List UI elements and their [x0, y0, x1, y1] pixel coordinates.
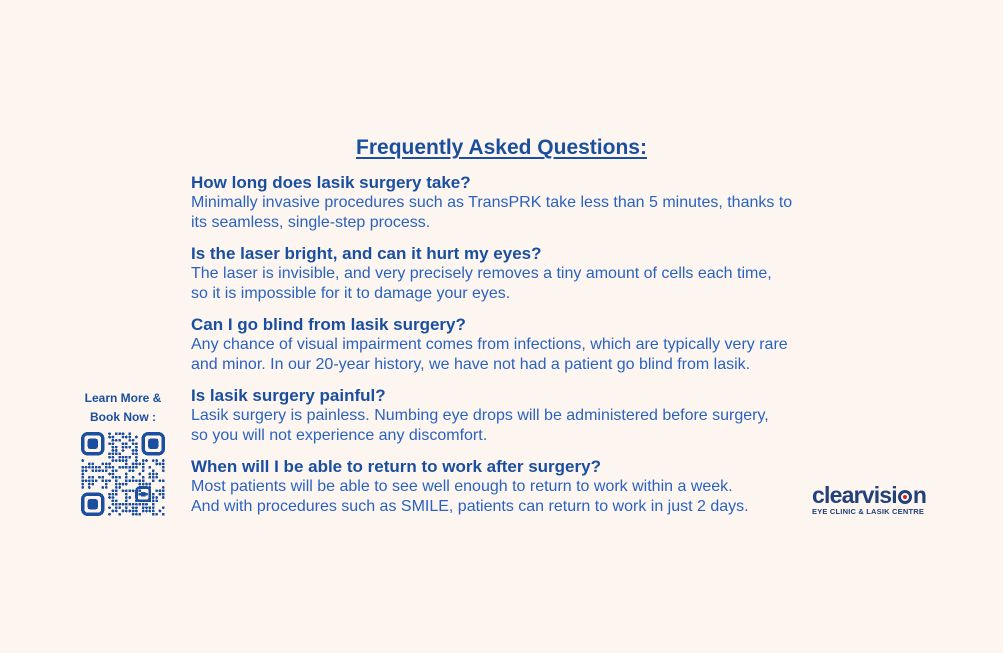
logo-text-pre: clearvisi: [812, 482, 897, 508]
faq-answer: The laser is invisible, and very precisely removes a tiny amount of cells each time, so it is impossible for it to damage your eyes.: [191, 265, 772, 302]
faq-item: [191, 243, 871, 304]
learn-more-label: [80, 389, 166, 427]
faq-answer: Most patients will be able to see well enough to return to work within a week. And with procedures such as SMILE, patients can return to work in just 2 days.: [191, 478, 749, 515]
faq-item: [191, 172, 871, 233]
faq-question: Is the laser bright, and can it hurt my eyes?: [191, 244, 542, 263]
faq-question: Can I go blind from lasik surgery?: [191, 315, 466, 334]
learn-more-line: Learn More &: [84, 391, 162, 405]
book-now-line: Book Now :: [90, 410, 156, 424]
faq-list: [191, 172, 871, 527]
faq-item: [191, 456, 871, 517]
faq-item: [191, 314, 871, 375]
logo-subtitle: EYE CLINIC & LASIK CENTRE: [812, 507, 925, 516]
faq-answer: Minimally invasive procedures such as TransPRK take less than 5 minutes, thanks to its seamless, single-step process.: [191, 194, 793, 231]
page-title: Frequently Asked Questions:: [356, 136, 647, 159]
logo-text-post: n: [912, 482, 927, 508]
faq-answer: Lasik surgery is painless. Numbing eye drops will be administered before surgery, so you will not experience any discomfort.: [191, 407, 769, 444]
logo-eye-icon: [898, 490, 912, 504]
faq-question: When will I be able to return to work after surgery?: [191, 457, 601, 476]
faq-answer: Any chance of visual impairment comes from infections, which are typically very rare and minor. In our 20-year history, we have not had a patient go blind from lasik.: [191, 336, 788, 373]
faq-item: [191, 385, 871, 446]
faq-question: Is lasik surgery painful?: [191, 386, 386, 405]
logo-wordmark: [812, 482, 932, 508]
qr-code-icon[interactable]: [81, 432, 165, 516]
clearvision-logo: [812, 482, 932, 516]
faq-question: How long does lasik surgery take?: [191, 173, 471, 192]
